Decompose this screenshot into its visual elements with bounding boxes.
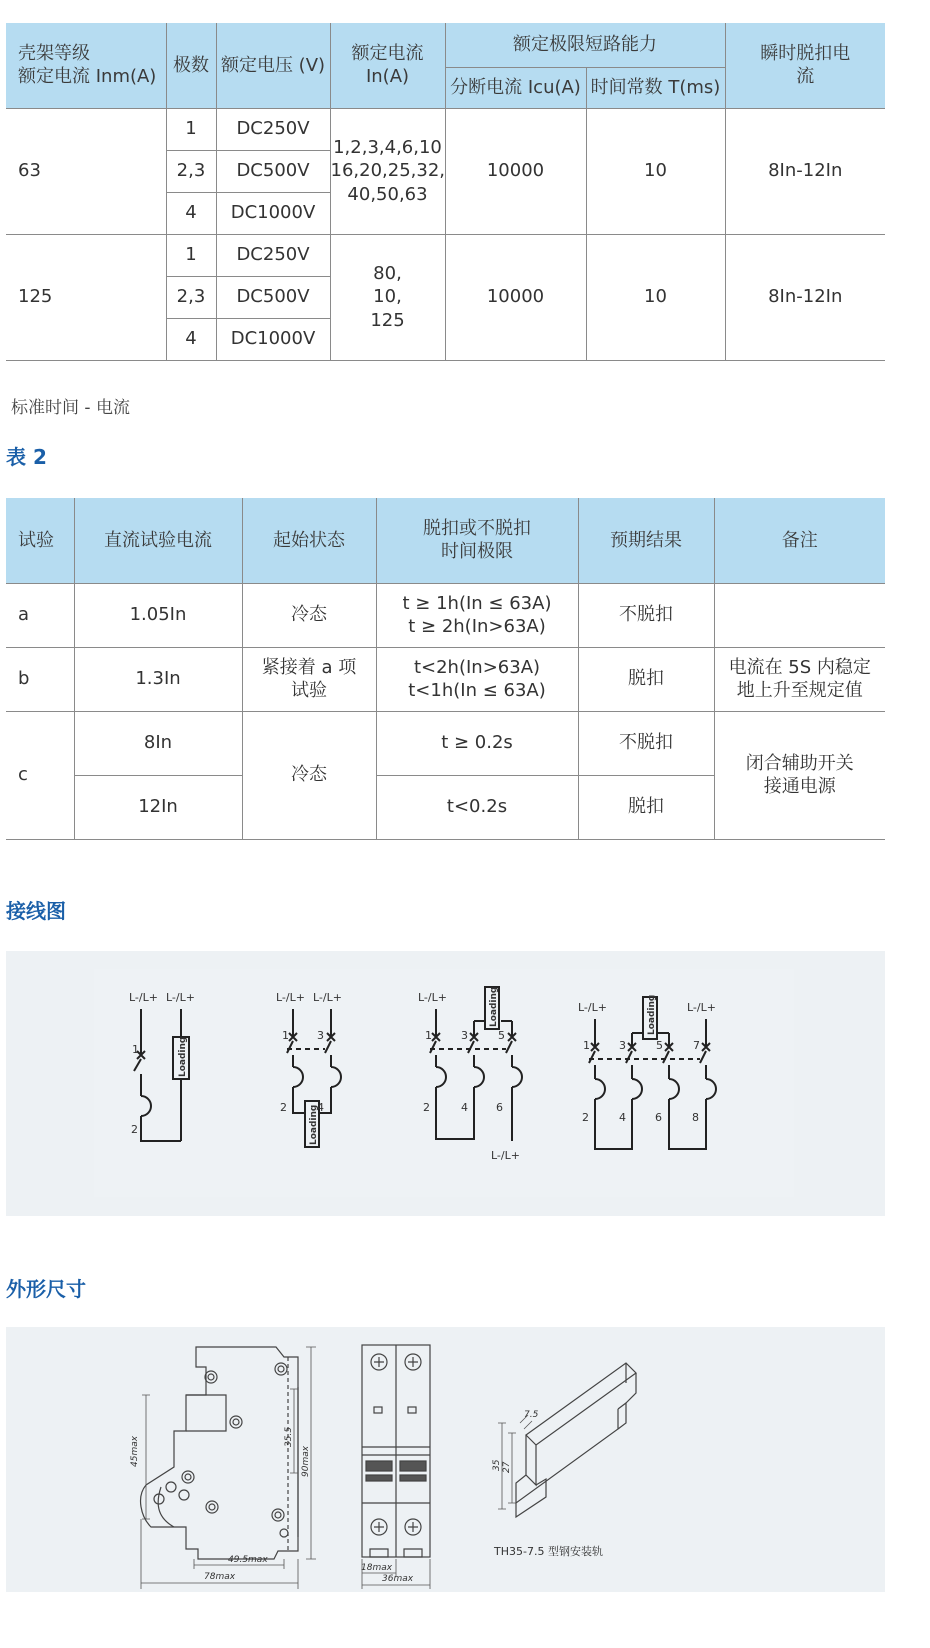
instant-trip-cell: 8In-12In (725, 108, 885, 234)
dim-7-5: 7.5 (524, 1410, 539, 1420)
terminal-label: 5 (498, 1029, 505, 1042)
frame-current-cell: 125 (6, 234, 166, 360)
terminal-label: 3 (619, 1039, 626, 1052)
terminal-label: 6 (496, 1101, 503, 1114)
time-limit-cell: t ≥ 1h(In ≤ 63A) t ≥ 2h(In>63A) (376, 583, 578, 647)
poles-cell: 2,3 (166, 150, 216, 192)
initial-state-cell: 冷态 (242, 583, 376, 647)
terminal-label: 3 (461, 1029, 468, 1042)
voltage-cell: DC500V (216, 276, 330, 318)
header-remark: 备注 (714, 498, 885, 583)
header-breaking-capacity: 额定极限短路能力 (445, 23, 725, 67)
wiring-diagram (6, 951, 885, 1216)
poles-cell: 1 (166, 108, 216, 150)
terminal-label: 1 (132, 1043, 139, 1056)
breaker-side-view (141, 1347, 316, 1589)
dimension-drawing (6, 1327, 885, 1592)
voltage-cell: DC250V (216, 234, 330, 276)
terminal-label: 8 (692, 1111, 699, 1124)
terminal-label: 5 (656, 1039, 663, 1052)
dc-current-cell: 8In (74, 711, 242, 775)
header-frame-current: 壳架等级 额定电流 Inm(A) (6, 23, 166, 108)
remark-cell: 电流在 5S 内稳定 地上升至规定值 (714, 647, 885, 711)
terminal-label: 2 (131, 1123, 138, 1136)
expected-result-cell: 脱扣 (578, 775, 714, 839)
header-rated-current: 额定电流 In(A) (330, 23, 445, 108)
load-label: Loading (647, 994, 657, 1035)
dc-current-cell: 1.05In (74, 583, 242, 647)
load-label: Loading (309, 1104, 319, 1145)
header-breaking-current: 分断电流 Icu(A) (445, 67, 586, 108)
supply-label: L-/L+ (166, 991, 195, 1004)
header-time-constant: 时间常数 T(ms) (586, 67, 725, 108)
dimensions-title: 外形尺寸 (6, 1277, 86, 1301)
instant-trip-cell: 8In-12In (725, 234, 885, 360)
test-id-cell: c (6, 711, 74, 839)
dim-78max: 78max (204, 1572, 236, 1582)
poles-cell: 2,3 (166, 276, 216, 318)
time-limit-cell: t ≥ 0.2s (376, 711, 578, 775)
terminal-label: 1 (425, 1029, 432, 1042)
terminal-label: 2 (423, 1101, 430, 1114)
rated-current-cell: 80, 10, 125 (330, 234, 445, 360)
voltage-cell: DC1000V (216, 318, 330, 360)
supply-label: L-/L+ (418, 991, 447, 1004)
time-limit-cell: t<2h(In>63A) t<1h(In ≤ 63A) (376, 647, 578, 711)
remark-cell: 闭合辅助开关 接通电源 (714, 711, 885, 839)
supply-label: L-/L+ (313, 991, 342, 1004)
rail-caption: TH35-7.5 型钢安装轨 (494, 1545, 603, 1558)
dim-36max: 36max (382, 1574, 414, 1584)
dimension-drawing-panel (6, 1327, 885, 1592)
supply-label: L-/L+ (687, 1001, 716, 1014)
dc-current-cell: 12In (74, 775, 242, 839)
load-label: Loading (489, 986, 499, 1027)
caption-time-current: 标准时间 - 电流 (11, 398, 130, 418)
test-id-cell: a (6, 583, 74, 647)
expected-result-cell: 脱扣 (578, 647, 714, 711)
header-time-limit: 脱扣或不脱扣 时间极限 (376, 498, 578, 583)
dim-45max: 45max (130, 1435, 140, 1467)
voltage-cell: DC1000V (216, 192, 330, 234)
header-rated-voltage: 额定电压 (V) (216, 23, 330, 108)
terminal-label: 4 (317, 1101, 324, 1114)
icu-cell: 10000 (445, 108, 586, 234)
header-instant-trip: 瞬时脱扣电 流 (725, 23, 885, 108)
rating-table (6, 23, 885, 361)
header-dc-current: 直流试验电流 (74, 498, 242, 583)
wiring-title: 接线图 (6, 899, 66, 923)
test-id-cell: b (6, 647, 74, 711)
terminal-label: 1 (282, 1029, 289, 1042)
time-constant-cell: 10 (586, 108, 725, 234)
dim-49-5max: 49.5max (228, 1555, 268, 1565)
poles-cell: 4 (166, 318, 216, 360)
header-expected-result: 预期结果 (578, 498, 714, 583)
terminal-label: 2 (280, 1101, 287, 1114)
initial-state-cell: 紧接着 a 项 试验 (242, 647, 376, 711)
dim-35-5: 35.5 (284, 1426, 294, 1447)
frame-current-cell: 63 (6, 108, 166, 234)
voltage-cell: DC250V (216, 108, 330, 150)
initial-state-cell: 冷态 (242, 711, 376, 839)
supply-label: L-/L+ (491, 1149, 520, 1162)
din-rail-drawing (498, 1363, 636, 1517)
dc-current-cell: 1.3In (74, 647, 242, 711)
poles-cell: 4 (166, 192, 216, 234)
expected-result-cell: 不脱扣 (578, 583, 714, 647)
terminal-label: 4 (619, 1111, 626, 1124)
load-label: Loading (178, 1036, 188, 1077)
breaker-front-view (362, 1345, 430, 1589)
terminal-label: 6 (655, 1111, 662, 1124)
terminal-label: 1 (583, 1039, 590, 1052)
supply-label: L-/L+ (276, 991, 305, 1004)
terminal-label: 7 (693, 1039, 700, 1052)
wiring-diagram-panel (6, 951, 885, 1216)
dim-90max: 90max (301, 1445, 311, 1477)
test-table (6, 498, 885, 840)
supply-label: L-/L+ (578, 1001, 607, 1014)
dim-27: 27 (502, 1461, 512, 1473)
voltage-cell: DC500V (216, 150, 330, 192)
poles-cell: 1 (166, 234, 216, 276)
time-constant-cell: 10 (586, 234, 725, 360)
terminal-label: 4 (461, 1101, 468, 1114)
dim-18max: 18max (361, 1563, 393, 1573)
dim-35: 35 (492, 1459, 502, 1471)
header-poles: 极数 (166, 23, 216, 108)
time-limit-cell: t<0.2s (376, 775, 578, 839)
header-test: 试验 (6, 498, 74, 583)
terminal-label: 2 (582, 1111, 589, 1124)
table2-title: 表 2 (6, 445, 47, 469)
expected-result-cell: 不脱扣 (578, 711, 714, 775)
remark-cell (714, 583, 885, 647)
icu-cell: 10000 (445, 234, 586, 360)
rated-current-cell: 1,2,3,4,6,10 16,20,25,32, 40,50,63 (330, 108, 445, 234)
supply-label: L-/L+ (129, 991, 158, 1004)
terminal-label: 3 (317, 1029, 324, 1042)
header-initial-state: 起始状态 (242, 498, 376, 583)
